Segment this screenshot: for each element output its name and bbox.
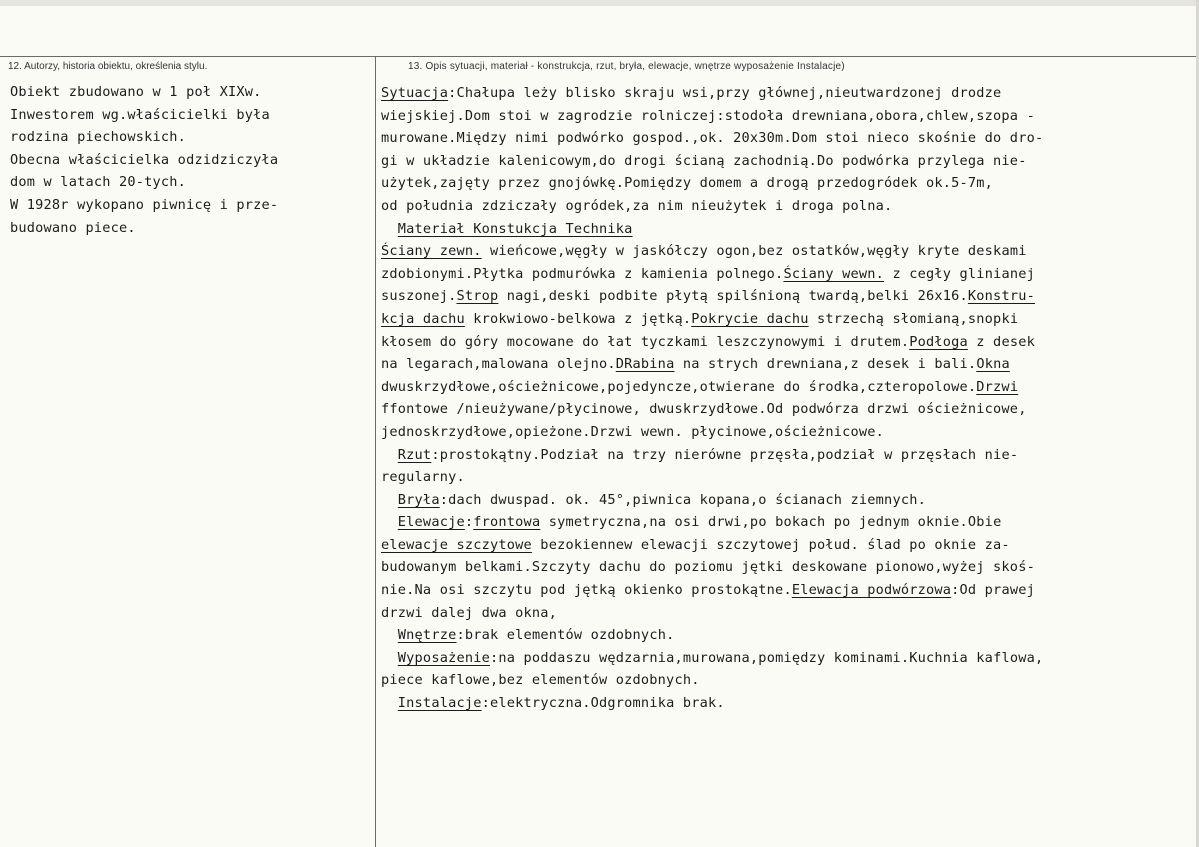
line-text: piece kaflowe,bez elementów ozdobnych. [381,672,700,689]
description-line [381,556,1191,579]
line-text: :na poddaszu wędzarnia,murowana,pomiędzy kominami.Kuchnia kaflowa, [490,649,1044,666]
section-12-header: 12. Autorzy, historia obiektu, określenia stylu. [8,61,208,72]
line-text [381,221,398,237]
history-line: rodzina piechowskich. [10,129,187,146]
history-line: Inwestorem wg.właścicielki była [10,106,270,123]
section-heading: Elewacje [397,514,465,531]
history-line: dom w latach 20-tych. [10,174,187,191]
description-line [381,331,1191,354]
history-line: Obiekt zbudowano w 1 poł XIXw. [10,84,262,100]
section-heading: Elewacja podwórzowa [791,582,952,599]
description-line [381,624,1191,647]
line-text: wieńcowe,węgły w jaskółczy ogon,bez ostatków,węgły kryte deskami [481,243,1027,260]
description-line [381,263,1191,286]
description-line [381,421,1191,444]
line-text [381,514,398,530]
line-text: zdobionymi.Płytka podmurówka z kamienia polnego. [381,265,784,282]
description-line [381,376,1191,399]
section-heading: Bryła [397,491,440,508]
column-divider [375,56,376,847]
section-heading: Materiał Konstukcja Technika [397,220,633,237]
line-text: kłosem do góry mocowane do łat tyczkami leszczynowymi i drutem. [381,333,910,350]
line-text: :prostokątny.Podział na trzy nierówne przęsła,podział w przęsłach nie- [431,446,1019,463]
line-text: na strych drewniana,z desek i bali. [674,356,977,373]
section-heading: Instalacje [397,695,482,712]
description-line [381,444,1191,467]
section-heading: Ściany wewn. [783,265,885,282]
description-line [381,692,1191,715]
line-text: z desek [967,333,1035,350]
description-line [381,489,1191,512]
history-line: W 1928r wykopano piwnicę i prze- [10,196,279,213]
line-text: : [464,514,474,531]
description-line [381,308,1191,331]
description-line [381,353,1191,376]
section-heading: kcja dachu [381,310,465,327]
line-text: krokwiowo-belkowa z jętką. [464,310,692,327]
description-line [381,195,1191,218]
description-line [381,127,1191,150]
section-heading: Drzwi [976,378,1019,395]
description-line [381,669,1191,692]
description-line [381,647,1191,670]
line-text: :brak elementów ozdobnych. [456,627,675,644]
line-text [381,447,398,463]
description-line [381,105,1191,128]
line-text: wiejskiej.Dom stoi w zagrodzie rolniczej:stodoła drewniana,obora,chlew,szopa - [381,107,1035,124]
section-heading: Rzut [397,446,432,463]
section-heading: Wyposażenie [397,649,491,666]
history-line: budowano piece. [10,219,136,236]
section-heading: Okna [976,356,1010,373]
description-line [381,150,1191,173]
line-text: drzwi dalej dwa okna, [381,604,558,621]
line-text: od południa zdziczały ogródek,za nim nieużytek i droga polna. [381,197,893,214]
line-text: użytek,zajęty przez gnojówkę.Pomiędzy domem a drogą przedogródek ok.5-7m, [381,175,994,192]
line-text: nagi,deski podbite płytą spilśnioną twardą,belki 26x16. [498,288,968,305]
history-line: Obecna właścicielka odzidziczyła [10,151,279,168]
description-line [381,579,1191,602]
line-text: :Od prawej [951,582,1035,599]
line-text: dwuskrzydłowe,ościeżnicowe,pojedyncze,otwierane do środka,czteropolowe. [381,378,977,395]
description-text [381,82,1191,715]
history-text [10,81,370,239]
section-heading: Pokrycie dachu [691,310,809,327]
line-text [381,650,398,666]
line-text: :dach dwuspad. ok. 45°,piwnica kopana,o ścianach ziemnych. [439,491,926,508]
section-heading: Konstru- [967,288,1035,305]
line-text [381,627,398,643]
line-text: :elektryczna.Odgromnika brak. [481,695,725,712]
line-text: jednoskrzydłowe,opieżone.Drzwi wewn. płycinowe,ościeżnicowe. [381,423,885,440]
section-heading: frontowa [473,514,541,531]
description-line [381,285,1191,308]
section-heading: DRabina [615,356,675,373]
line-text: strzechą słomianą,snopki [808,310,1019,327]
section-heading: elewacje szczytowe [381,536,532,553]
line-text: nie.Na osi szczytu pod jętką okienko prostokątne. [381,582,792,599]
line-text: gi w układzie kalenicowym,do drogi ścianą zachodnią.Do podwórka przylega nie- [381,152,1027,169]
description-line [381,511,1191,534]
line-text [381,695,398,711]
description-line [381,398,1191,421]
line-text: ffontowe /nieużywane/płycinowe, dwuskrzydłowe.Od podwórza drzwi ościeżnicowe, [381,401,1027,418]
line-text [381,492,398,508]
line-text: bezokiennew elewacji szczytowej połud. ślad po oknie za- [531,536,1010,553]
line-text: regularny. [381,469,465,486]
section-13-header: 13. Opis sytuacji, materiał - konstrukcja, rzut, bryła, elewacje, wnętrze wyposażenie Instalacje) [408,61,845,72]
line-text: budowanym belkami.Szczyty dachu do poziomu jętki deskowane pionowo,wyżej skoś- [381,559,1035,576]
top-margin-strip [0,0,1199,6]
description-line [381,466,1191,489]
line-text: :Chałupa leży blisko skraju wsi,przy głównej,nieutwardzonej drodze [448,85,1002,101]
description-line [381,172,1191,195]
line-text: murowane.Między nimi podwórko gospod.,ok. 20x30m.Dom stoi nieco skośnie do dro- [381,130,1044,147]
line-text: z cegły glinianej [884,265,1035,282]
section-heading: Wnętrze [397,627,457,644]
section-heading: Strop [456,288,499,305]
description-line [381,602,1191,625]
section-heading: Podłoga [909,333,968,350]
description-line [381,82,1191,105]
line-text: symetryczna,na osi drwi,po bokach po jednym oknie.Obie [540,514,1002,531]
section-heading: Ściany zewn. [381,243,482,260]
header-rule [0,56,1199,57]
line-text: suszonej. [381,288,457,305]
description-line [381,534,1191,557]
description-line [381,218,1191,241]
description-line [381,240,1191,263]
line-text: na legarach,malowana olejno. [381,356,616,373]
section-heading: Sytuacja [381,85,449,101]
